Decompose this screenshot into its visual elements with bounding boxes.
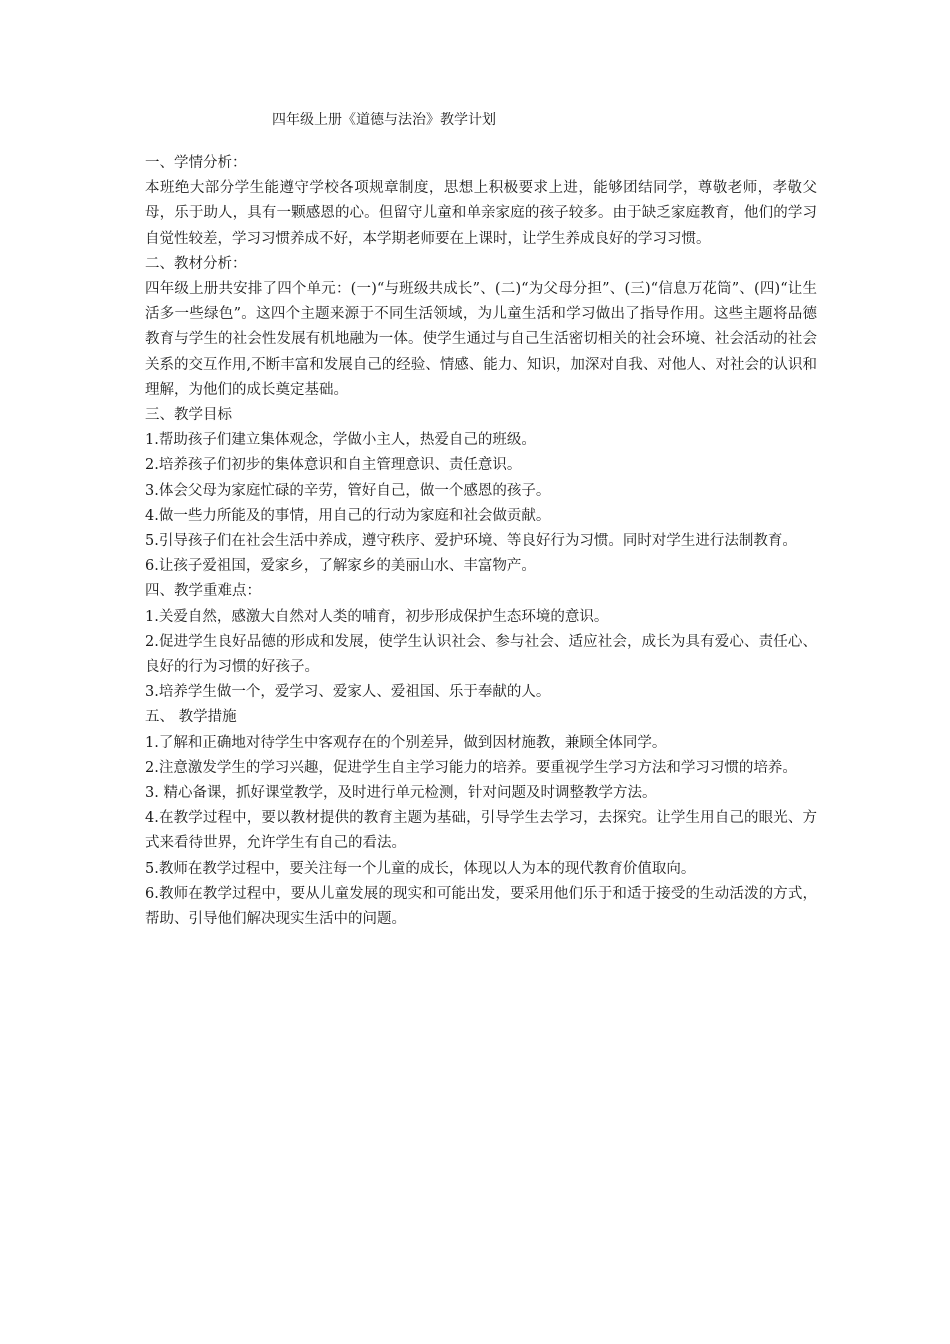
document-title: 四年级上册《道德与法治》教学计划 bbox=[272, 112, 496, 128]
measure-item-1: 1.了解和正确地对待学生中客观存在的个别差异，做到因材施教，兼顾全体同学。 bbox=[145, 734, 667, 751]
goal-item-5: 5.引导孩子们在社会生活中养成，遵守秩序、爱护环境、等良好行为习惯。同时对学生进行法制教育。 bbox=[145, 533, 797, 550]
heading-student-analysis: 一、学情分析： bbox=[145, 155, 247, 171]
measure-item-4: 4.在教学过程中，要以教材提供的教育主题为基础，引导学生去学习，去探究。让学生用自己的眼光、方式来看待世界，允许学生有自己的看法。 bbox=[145, 810, 817, 852]
paragraph-student-analysis: 本班绝大部分学生能遵守学校各项规章制度，思想上积极要求上进，能够团结同学，尊敬老师，孝敬父母，乐于助人，具有一颗感恩的心。但留守儿童和单亲家庭的孩子较多。由于缺乏家庭教育，他们的学习自觉性较差，学习习惯养成不好，本学期老师要在上课时，让学生养成良好的学习习惯。 bbox=[145, 180, 817, 247]
document-body bbox=[145, 151, 817, 932]
goal-item-2: 2.培养孩子们初步的集体意识和自主管理意识、责任意识。 bbox=[145, 457, 522, 474]
key-point-item-3: 3.培养学生做一个，爱学习、爱家人、爱祖国、乐于奉献的人。 bbox=[145, 684, 551, 701]
heading-teaching-goals: 三、教学目标 bbox=[145, 407, 232, 424]
measure-item-2: 2.注意激发学生的学习兴趣，促进学生自主学习能力的培养。要重视学生学习方法和学习习惯的培养。 bbox=[145, 759, 797, 776]
heading-teaching-measures: 五、 教学措施 bbox=[145, 709, 237, 726]
heading-key-points: 四、教学重难点： bbox=[145, 583, 261, 600]
goal-item-3: 3.体会父母为家庭忙碌的辛劳，管好自己，做一个感恩的孩子。 bbox=[145, 482, 551, 499]
heading-textbook-analysis: 二、教材分析： bbox=[145, 255, 247, 272]
measure-item-3: 3. 精心备课，抓好课堂教学，及时进行单元检测，针对问题及时调整教学方法。 bbox=[145, 785, 657, 802]
key-point-item-2: 2.促进学生良好品德的形成和发展，使学生认识社会、参与社会、适应社会，成长为具有爱心、责任心、良好的行为习惯的好孩子。 bbox=[145, 633, 817, 676]
goal-item-6: 6.让孩子爱祖国，爱家乡，了解家乡的美丽山水、丰富物产。 bbox=[145, 558, 536, 575]
goal-item-4: 4.做一些力所能及的事情，用自己的行动为家庭和社会做贡献。 bbox=[145, 507, 551, 524]
paragraph-textbook-analysis: 四年级上册共安排了四个单元：(一)“与班级共成长”、(二)“为父母分担”、(三)“信息万花筒”、(四)“让生活多一些绿色”。这四个主题来源于不同生活领域，为儿童生活和学习做出了指导作用。这些主题将品德教育与学生的社会性发展有机地融为一体。使学生通过与自己生活密切相关的社会环境、社会活动的社会关系的交互作用,不断丰富和发展自己的经验、情感、能力、知识，加深对自我、对他人、对社会的认识和理解，为他们的成长奠定基础。 bbox=[145, 281, 817, 398]
measure-item-6: 6.教师在教学过程中，要从儿童发展的现实和可能出发，要采用他们乐于和适于接受的生动活泼的方式，帮助、引导他们解决现实生活中的问题。 bbox=[145, 885, 817, 928]
goal-item-1: 1.帮助孩子们建立集体观念，学做小主人，热爱自己的班级。 bbox=[145, 432, 536, 449]
measure-item-5: 5.教师在教学过程中，要关注每一个儿童的成长，体现以人为本的现代教育价值取向。 bbox=[145, 860, 696, 877]
key-point-item-1: 1.关爱自然，感激大自然对人类的哺育，初步形成保护生态环境的意识。 bbox=[145, 608, 609, 625]
